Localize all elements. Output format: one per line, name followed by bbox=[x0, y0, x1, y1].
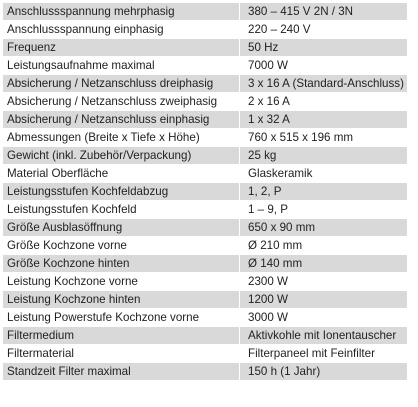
spec-row bbox=[3, 237, 407, 255]
spec-label: Absicherung / Netzanschluss einphasig bbox=[3, 111, 240, 129]
spec-row bbox=[3, 363, 407, 381]
spec-value: 1 x 32 A bbox=[240, 111, 408, 129]
spec-value: 150 h (1 Jahr) bbox=[240, 363, 408, 381]
spec-row bbox=[3, 309, 407, 327]
spec-row bbox=[3, 129, 407, 147]
spec-row bbox=[3, 39, 407, 57]
spec-value: 50 Hz bbox=[240, 39, 408, 57]
spec-label: Leistung Kochzone hinten bbox=[3, 291, 240, 309]
spec-row bbox=[3, 111, 407, 129]
spec-row bbox=[3, 3, 407, 21]
spec-value: 7000 W bbox=[240, 57, 408, 75]
spec-label: Größe Kochzone hinten bbox=[3, 255, 240, 273]
spec-label: Anschlussspannung mehrphasig bbox=[3, 3, 240, 21]
spec-label: Standzeit Filter maximal bbox=[3, 363, 240, 381]
spec-label: Filtermaterial bbox=[3, 345, 240, 363]
spec-row bbox=[3, 201, 407, 219]
spec-label: Absicherung / Netzanschluss zweiphasig bbox=[3, 93, 240, 111]
spec-value: Ø 140 mm bbox=[240, 255, 408, 273]
spec-value: 1 – 9, P bbox=[240, 201, 408, 219]
spec-label: Leistung Powerstufe Kochzone vorne bbox=[3, 309, 240, 327]
spec-row bbox=[3, 345, 407, 363]
spec-value: 3000 W bbox=[240, 309, 408, 327]
spec-value: 2300 W bbox=[240, 273, 408, 291]
spec-label: Material Oberfläche bbox=[3, 165, 240, 183]
spec-row bbox=[3, 255, 407, 273]
spec-value: 25 kg bbox=[240, 147, 408, 165]
spec-value: Aktivkohle mit Ionentauscher bbox=[240, 327, 408, 345]
spec-value: Glaskeramik bbox=[240, 165, 408, 183]
spec-label: Größe Kochzone vorne bbox=[3, 237, 240, 255]
spec-value: Filterpaneel mit Feinfilter bbox=[240, 345, 408, 363]
spec-label: Absicherung / Netzanschluss dreiphasig bbox=[3, 75, 240, 93]
spec-label: Leistungsstufen Kochfeld bbox=[3, 201, 240, 219]
spec-row bbox=[3, 75, 407, 93]
spec-label: Gewicht (inkl. Zubehör/Verpackung) bbox=[3, 147, 240, 165]
spec-label: Leistungsstufen Kochfeldabzug bbox=[3, 183, 240, 201]
spec-table bbox=[3, 3, 407, 381]
spec-label: Anschlussspannung einphasig bbox=[3, 21, 240, 39]
spec-value: 1, 2, P bbox=[240, 183, 408, 201]
spec-row bbox=[3, 165, 407, 183]
spec-label: Filtermedium bbox=[3, 327, 240, 345]
spec-row bbox=[3, 291, 407, 309]
spec-row bbox=[3, 273, 407, 291]
spec-value: Ø 210 mm bbox=[240, 237, 408, 255]
spec-row bbox=[3, 327, 407, 345]
spec-row bbox=[3, 57, 407, 75]
spec-label: Leistung Kochzone vorne bbox=[3, 273, 240, 291]
spec-value: 3 x 16 A (Standard-Anschluss) bbox=[240, 75, 408, 93]
spec-value: 760 x 515 x 196 mm bbox=[240, 129, 408, 147]
spec-value: 1200 W bbox=[240, 291, 408, 309]
spec-value: 220 – 240 V bbox=[240, 21, 408, 39]
spec-row bbox=[3, 219, 407, 237]
spec-value: 380 – 415 V 2N / 3N bbox=[240, 3, 408, 21]
spec-label: Größe Ausblasöffnung bbox=[3, 219, 240, 237]
spec-row bbox=[3, 93, 407, 111]
spec-label: Leistungsaufnahme maximal bbox=[3, 57, 240, 75]
spec-value: 650 x 90 mm bbox=[240, 219, 408, 237]
spec-row bbox=[3, 21, 407, 39]
spec-table-body bbox=[3, 3, 407, 381]
spec-label: Frequenz bbox=[3, 39, 240, 57]
spec-value: 2 x 16 A bbox=[240, 93, 408, 111]
spec-row bbox=[3, 147, 407, 165]
spec-row bbox=[3, 183, 407, 201]
spec-label: Abmessungen (Breite x Tiefe x Höhe) bbox=[3, 129, 240, 147]
